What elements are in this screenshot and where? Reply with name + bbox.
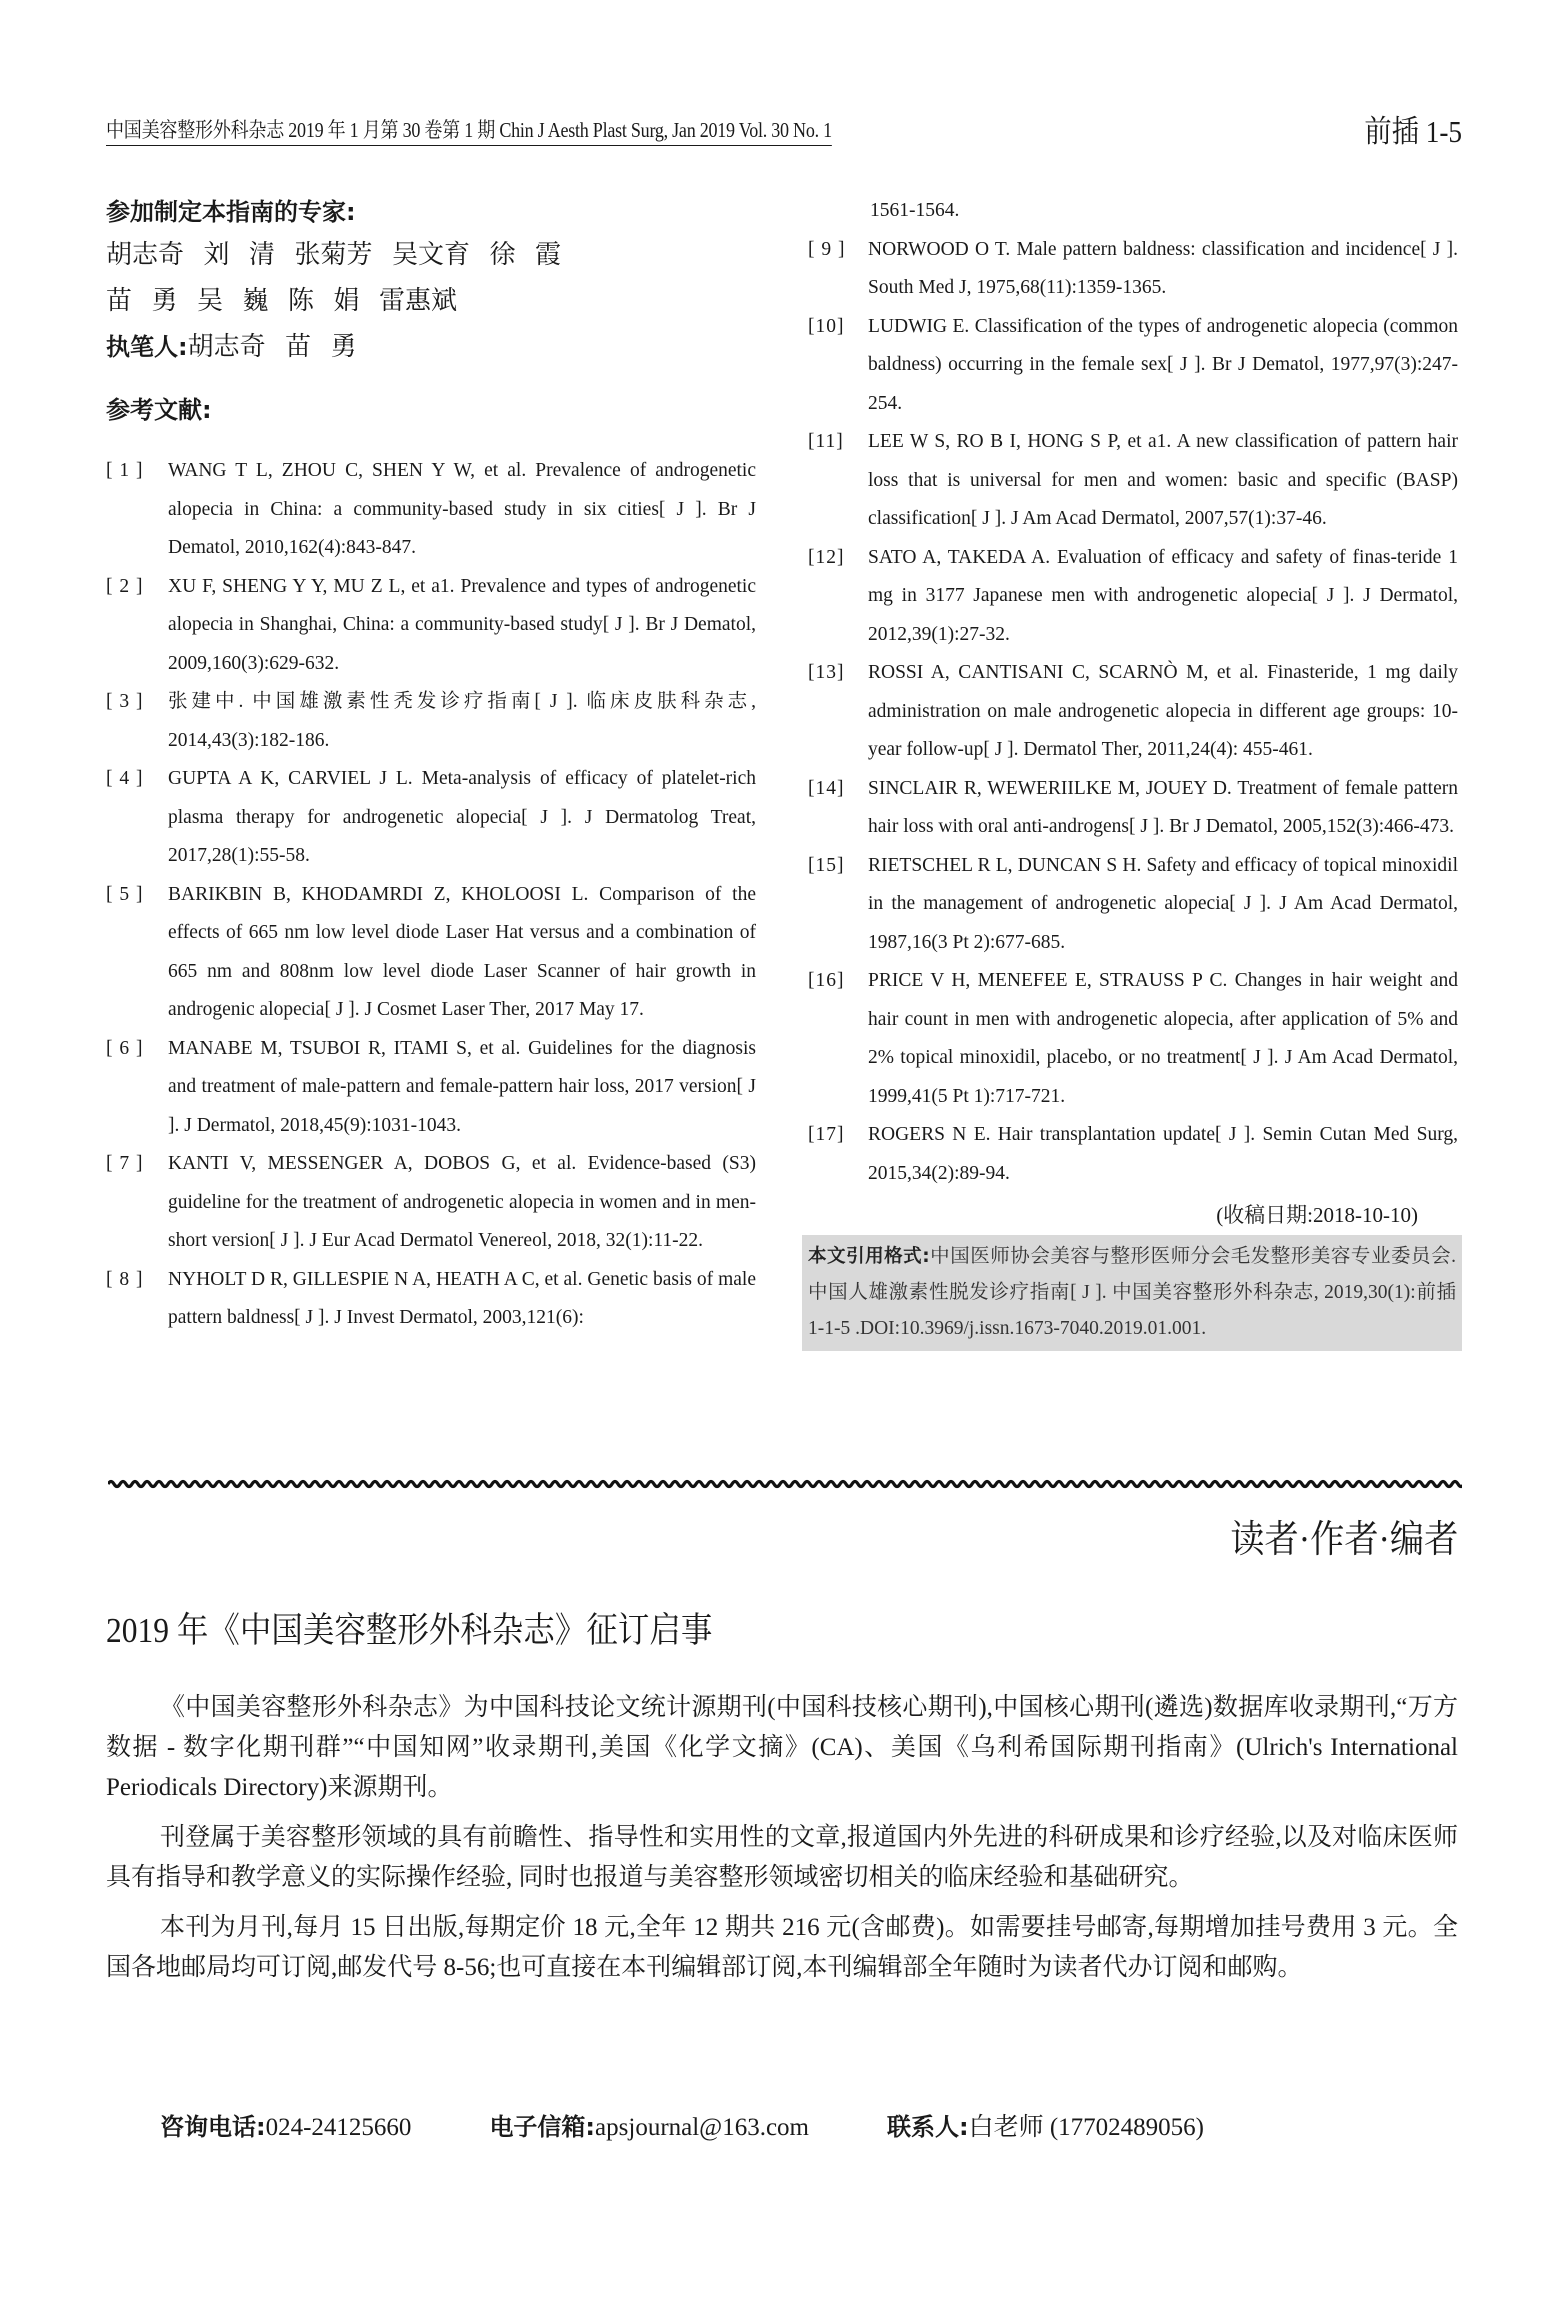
- reference-text: RIETSCHEL R L, DUNCAN S H. Safety and efficacy of topical minoxidil in the management of androgenetic alopecia[ J ]. J Am Acad Dermatol, 1987,16(3 Pt 2):677-685.: [868, 854, 1458, 953]
- notice-paragraph: 刊登属于美容整形领域的具有前瞻性、指导性和实用性的文章,报道国内外先进的科研成果和诊疗经验,以及对临床医师具有指导和教学意义的实际操作经验, 同时也报道与美容整形领域密切相关的临床经验和基础研究。: [106, 1824, 1458, 1891]
- reference-number: [ 4 ]: [106, 768, 144, 789]
- reference-number: [14]: [808, 777, 845, 799]
- notice-body: [106, 1688, 1458, 1998]
- experts-line-2: 苗 勇 吴 巍 陈 娟 雷惠斌: [106, 286, 458, 315]
- reference-text: NYHOLT D R, GILLESPIE N A, HEATH A C, et al. Genetic basis of male pattern baldness[ J ]. J Invest Dermatol, 2003,121(6):: [168, 1268, 756, 1328]
- reference-item: [808, 308, 1458, 424]
- reference-text: LEE W S, RO B I, HONG S P, et a1. A new classification of pattern hair loss that is universal for men and women: basic and specific (BASP) classification[ J ]. J Am Acad Dermatol, 2007,57(1):37-46.: [868, 431, 1458, 529]
- reference-number: [11]: [808, 431, 844, 452]
- reference-text: SINCLAIR R, WEWERIILKE M, JOUEY D. Treatment of female pattern hair loss with oral anti-androgens[ J ]. Br J Dematol, 2005,152(3):466-473.: [868, 777, 1458, 837]
- reference-text: XU F, SHENG Y Y, MU Z L, et a1. Prevalence and types of androgenetic alopecia in Shanghai, China: a community-based study[ J ]. Br J Dematol, 2009,160(3):629-632.: [168, 575, 756, 674]
- reference-item: [106, 760, 756, 876]
- reference-number: [17]: [808, 1124, 845, 1145]
- reference-item: [808, 962, 1458, 1116]
- reference-text: ROGERS N E. Hair transplantation update[ J ]. Semin Cutan Med Surg, 2015,34(2):89-94.: [868, 1124, 1458, 1184]
- reference-number: [ 6 ]: [106, 1037, 144, 1059]
- notice-paragraph: 本刊为月刊,每月 15 日出版,每期定价 18 元,全年 12 期共 216 元(含邮费)。如需要挂号邮寄,每期增加挂号费用 3 元。全国各地邮局均可订阅,邮发代号 8-56;也可直接在本刊编辑部订阅,本刊编辑部全年随时为读者代办订阅和邮购。: [106, 1914, 1458, 1981]
- reference-text: SATO A, TAKEDA A. Evaluation of efficacy and safety of finas-teride 1 mg in 3177 Japanese men with androgenetic alopecia[ J ]. J Dermatol, 2012,39(1):27-32.: [868, 546, 1458, 645]
- reference-item: [106, 1261, 756, 1338]
- reference-text: WANG T L, ZHOU C, SHEN Y W, et al. Prevalence of androgenetic alopecia in China: a community-based study in six cities[ J ]. Br J Dematol, 2010,162(4):843-847.: [168, 460, 756, 558]
- reference-item: [106, 452, 756, 568]
- page-number: 前插 1-5: [1364, 114, 1462, 149]
- left-column: [106, 192, 756, 1338]
- reference-item: [106, 683, 756, 760]
- citation-text: 中国医师协会美容与整形医师分会毛发整形美容专业委员会. 中国人雄激素性脱发诊疗指南[ J ]. 中国美容整形外科杂志, 2019,30(1):前插 1-1-5 .DOI:10.3969/j.issn.1673-7040.2019.01.001.: [808, 1246, 1456, 1339]
- reference-text: 张建中. 中国雄激素性秃发诊疗指南[ J ]. 临床皮肤科杂志, 2014,43(3):182-186.: [168, 691, 756, 751]
- references-list-left: [106, 452, 756, 1338]
- reference-text: PRICE V H, MENEFEE E, STRAUSS P C. Changes in hair weight and hair count in men with androgenetic alopecia, after application of 5% and 2% topical minoxidil, placebo, or no treatment[ J ]. J Am Acad Dermatol, 1999,41(5 Pt 1):717-721.: [868, 970, 1458, 1107]
- reference-item: [808, 847, 1458, 963]
- reference-text: LUDWIG E. Classification of the types of androgenetic alopecia (common baldness) occurring in the female sex[ J ]. Br J Dematol, 1977,97(3):247-254.: [868, 315, 1458, 414]
- reference-number: [ 9 ]: [808, 238, 846, 260]
- reference-text: MANABE M, TSUBOI R, ITAMI S, et al. Guidelines for the diagnosis and treatment of male-pattern and female-pattern hair loss, 2017 version[ J ]. J Dermatol, 2018,45(9):1031-1043.: [168, 1037, 756, 1136]
- reference-item: [808, 1116, 1458, 1193]
- reference-text: KANTI V, MESSENGER A, DOBOS G, et al. Evidence-based (S3) guideline for the treatment of androgenetic alopecia in women and in men-short version[ J ]. J Eur Acad Dermatol Venereol, 2018, 32(1):11-22.: [168, 1153, 756, 1251]
- contact-person: [887, 2107, 1204, 2143]
- references-list-right: [808, 231, 1458, 1194]
- reference-item: [808, 770, 1458, 847]
- reference-item: [106, 876, 756, 1030]
- contact-value[interactable]: apsjournal@163.com: [595, 2114, 809, 2141]
- reference-number: [ 5 ]: [106, 883, 144, 905]
- reference-number: [ 1 ]: [106, 460, 144, 481]
- contact-label: 咨询电话:: [160, 2113, 266, 2141]
- contact-label: 联系人:: [887, 2113, 969, 2141]
- right-column: [808, 192, 1458, 1351]
- reference-number: [15]: [808, 854, 845, 876]
- contact-email: [489, 2107, 809, 2143]
- experts-heading: 参加制定本指南的专家:: [106, 198, 356, 226]
- reference-item: [106, 1145, 756, 1261]
- reference-continuation: 1561-1564.: [870, 200, 960, 221]
- reference-item: [808, 539, 1458, 655]
- received-date: (收稿日期:2018-10-10): [1216, 1203, 1418, 1227]
- reference-text: GUPTA A K, CARVIEL J L. Meta-analysis of efficacy of platelet-rich plasma therapy for androgenetic alopecia[ J ]. J Dermatolog Treat, 2017,28(1):55-58.: [168, 768, 756, 866]
- reference-item: [808, 654, 1458, 770]
- reference-number: [13]: [808, 662, 845, 683]
- notice-title: 2019 年《中国美容整形外科杂志》征订启事: [106, 1611, 713, 1650]
- reference-item: [106, 1030, 756, 1146]
- references-heading: 参考文献:: [106, 396, 212, 424]
- notice-paragraph: 《中国美容整形外科杂志》为中国科技论文统计源期刊(中国科技核心期刊),中国核心期刊(遴选)数据库收录期刊,“万方数据 - 数字化期刊群”“中国知网”收录期刊,美国《化学文摘》(CA)、美国《乌利希国际期刊指南》(Ulrich's International Periodicals Directory)来源期刊。: [106, 1694, 1458, 1801]
- reference-number: [16]: [808, 970, 845, 991]
- reference-number: [10]: [808, 315, 845, 337]
- wavy-divider: [108, 1477, 1462, 1491]
- reference-item: [808, 231, 1458, 308]
- reference-text: BARIKBIN B, KHODAMRDI Z, KHOLOOSI L. Comparison of the effects of 665 nm low level diode Laser Hat versus and a combination of 665 nm and 808nm low level diode Laser Scanner of hair growth in androgenic alopecia[ J ]. J Cosmet Laser Ther, 2017 May 17.: [168, 883, 756, 1020]
- reference-number: [ 7 ]: [106, 1153, 144, 1174]
- section-tag: 读者·作者·编者: [1230, 1519, 1458, 1561]
- reference-text: ROSSI A, CANTISANI C, SCARNÒ M, et al. Finasteride, 1 mg daily administration on male androgenetic alopecia in different age groups: 10-year follow-up[ J ]. Dermatol Ther, 2011,24(4): 455-461.: [868, 662, 1458, 760]
- contact-value: 白老师 (17702489056): [968, 2114, 1205, 2141]
- contact-row: [160, 2107, 1282, 2143]
- contact-value[interactable]: 024-24125660: [265, 2114, 412, 2141]
- citation-label: 本文引用格式:: [808, 1246, 930, 1267]
- reference-text: NORWOOD O T. Male pattern baldness: classification and incidence[ J ]. South Med J, 1975,68(11):1359-1365.: [868, 238, 1458, 298]
- citation-box: [802, 1235, 1462, 1351]
- writers-line: [106, 324, 756, 370]
- contact-phone: [160, 2107, 411, 2143]
- reference-item: [106, 568, 756, 684]
- contact-label: 电子信箱:: [489, 2113, 596, 2141]
- experts-line-1: 胡志奇 刘 清 张菊芳 吴文育 徐 霞: [106, 240, 562, 269]
- running-head: 中国美容整形外科杂志 2019 年 1 月第 30 卷第 1 期 Chin J Aesth Plast Surg, Jan 2019 Vol. 30 No. 1: [106, 114, 832, 146]
- reference-item: [808, 423, 1458, 539]
- writers-label: 执笔人:: [106, 333, 188, 361]
- writers-names: 胡志奇 苗 勇: [187, 332, 357, 361]
- reference-number: [ 3 ]: [106, 691, 144, 712]
- reference-number: [ 2 ]: [106, 575, 144, 597]
- reference-number: [12]: [808, 546, 845, 568]
- reference-number: [ 8 ]: [106, 1268, 144, 1290]
